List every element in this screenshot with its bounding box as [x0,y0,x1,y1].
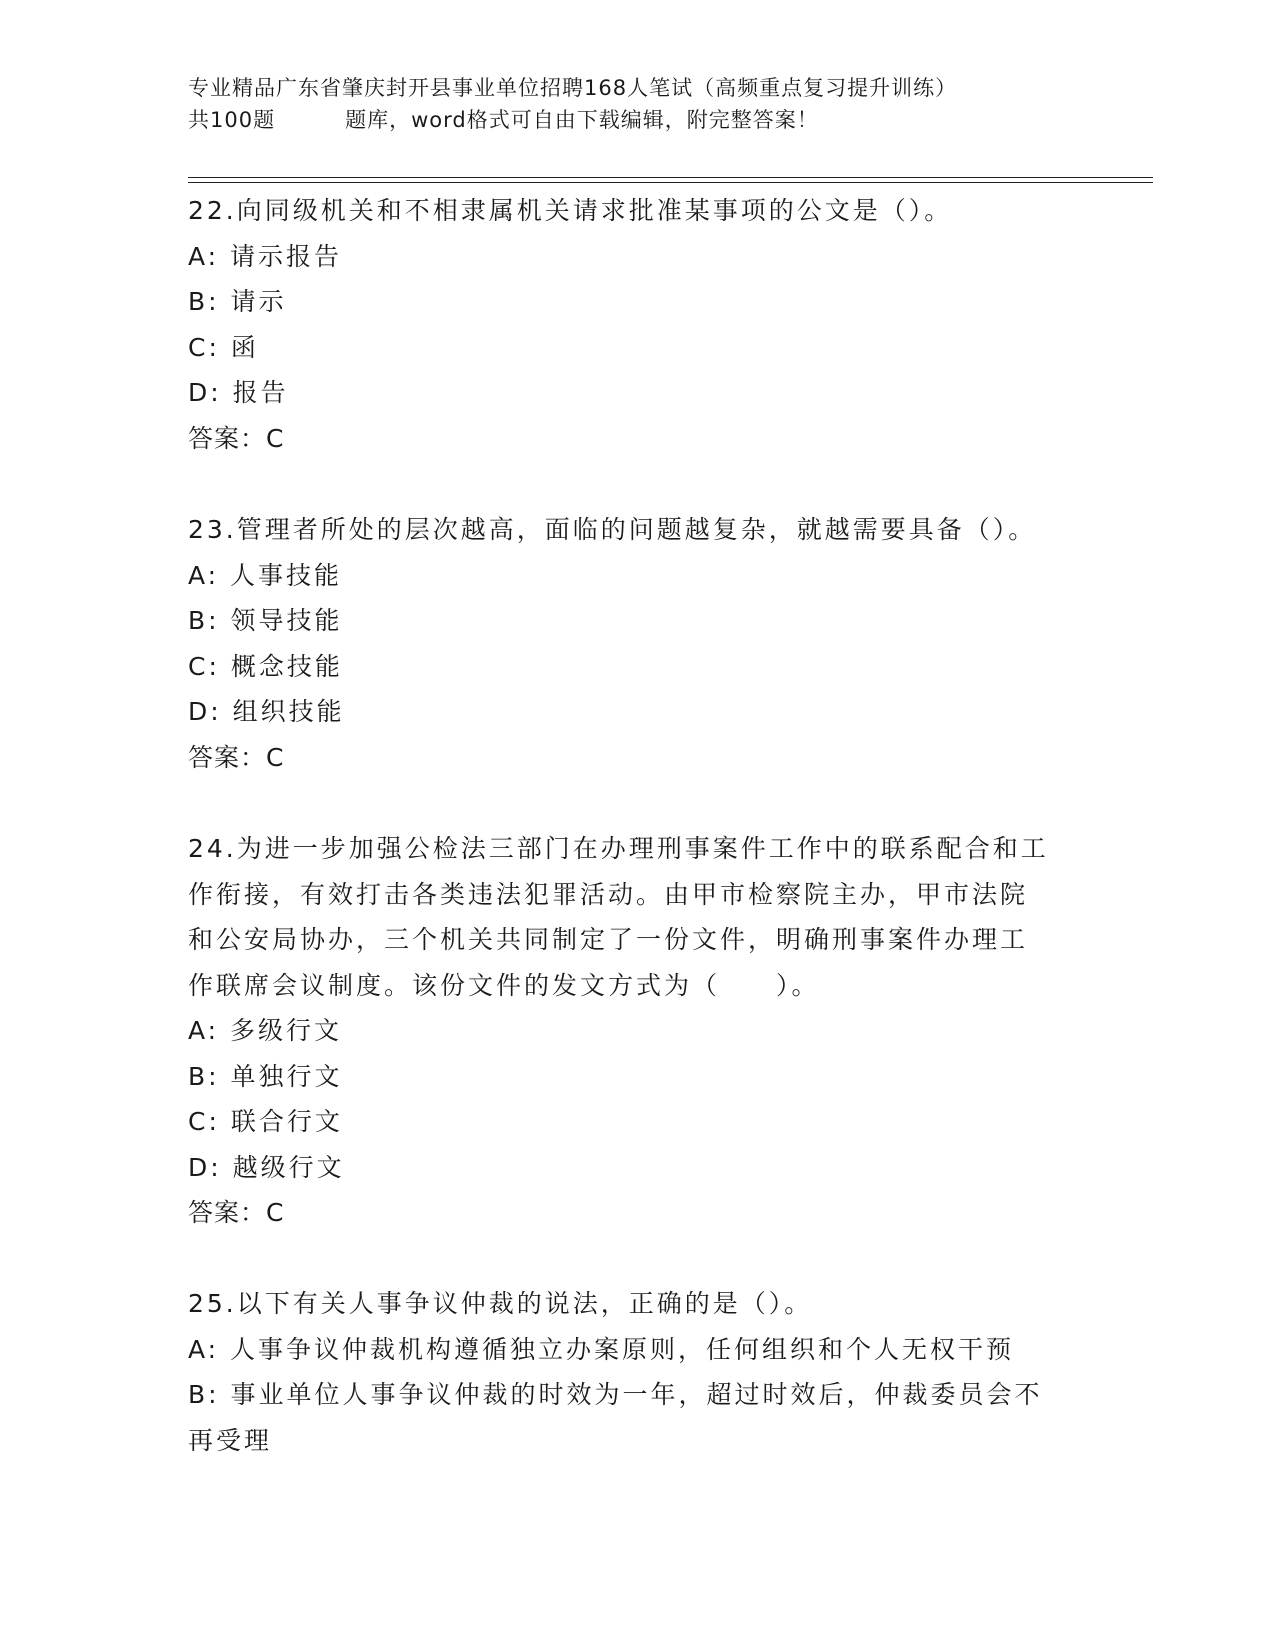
answer: 答案：C [188,742,285,772]
option-b-continued: 再受理 [188,1425,273,1455]
question-22 [188,188,1088,461]
question-stem-line-4: 作联席会议制度。该份文件的发文方式为（ ）。 [188,970,820,1000]
question-24 [188,826,1088,1236]
option-a: A: 多级行文 [188,1016,343,1045]
answer: 答案：C [188,1198,285,1227]
option-b: B: 请示 [188,287,287,316]
question-stem-line-1: 24.为进一步加强公检法三部门在办理刑事案件工作中的联系配合和工 [188,834,1049,863]
question-stem: 22.向同级机关和不相隶属机关请求批准某事项的公文是（）。 [188,196,953,225]
option-d: D: 报告 [188,378,289,407]
question-stem: 25.以下有关人事争议仲裁的说法，正确的是（）。 [188,1289,813,1318]
option-d: D: 越级行文 [188,1152,345,1182]
option-a: A: 人事争议仲裁机构遵循独立办案原则，任何组织和个人无权干预 [188,1334,1015,1364]
header-subtitle [188,104,1148,136]
question-stem-line-2: 作衔接，有效打击各类违法犯罪活动。由甲市检察院主办，甲市法院 [188,879,1029,909]
header-title: 专业精品广东省肇庆封开县事业单位招聘168人笔试（高频重点复习提升训练） [188,76,958,100]
option-c: C: 概念技能 [188,651,343,681]
header-count: 共100题 [188,108,276,132]
question-stem: 23.管理者所处的层次越高，面临的问题越复杂，就越需要具备（）。 [188,515,1037,544]
header-description: 题库，word格式可自由下载编辑，附完整答案！ [345,108,819,132]
document-header [188,72,1148,136]
option-b: B: 事业单位人事争议仲裁的时效为一年，超过时效后，仲裁委员会不 [188,1380,1043,1409]
question-25 [188,1281,1088,1463]
header-divider-bottom [188,182,1153,183]
option-b: B: 单独行文 [188,1061,343,1091]
question-23 [188,507,1088,780]
question-stem-line-3: 和公安局协办，三个机关共同制定了一份文件，明确刑事案件办理工 [188,925,1029,954]
option-a: A: 人事技能 [188,560,343,590]
option-c: C: 函 [188,332,259,362]
option-a: A: 请示报告 [188,241,343,271]
header-divider-top [188,177,1153,178]
option-c: C: 联合行文 [188,1107,343,1136]
option-b: B: 领导技能 [188,606,343,635]
option-d: D: 组织技能 [188,697,345,726]
answer: 答案：C [188,423,285,453]
